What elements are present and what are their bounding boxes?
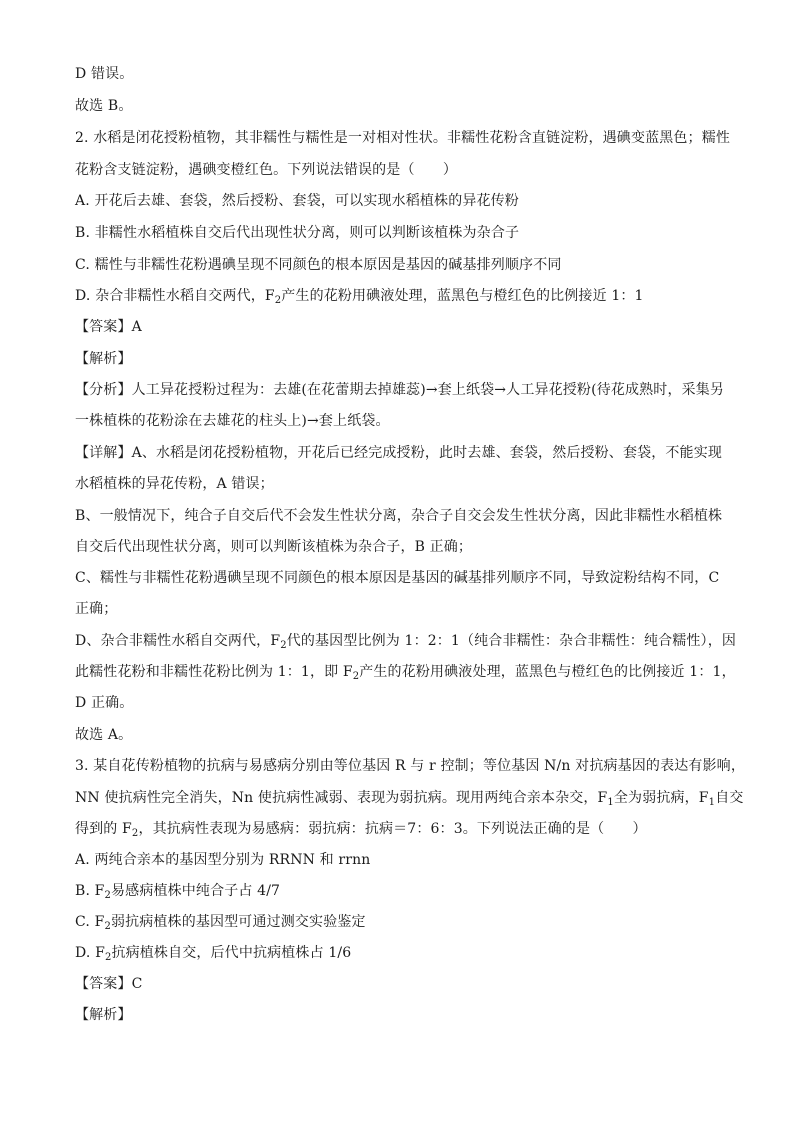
q3-option-d: D. $F_2$抗病植株自交，后代中抗病植株占 1/6 [75, 945, 352, 963]
detail-b-cont: 自交后代出现性状分离，则可以判断该植株为杂合子，B 正确； [75, 539, 473, 555]
answer-label: 【答案】A [75, 319, 142, 335]
analysis-text: 【分析】人工异花授粉过程为：去雄(在花蕾期去掉雄蕊)→套上纸袋→人工异花授粉(待花成熟时，采集另 [75, 382, 725, 398]
text-line: 故选 B。 [75, 98, 133, 114]
detail-c: C、糯性与非糯性花粉遇碘呈现不同颜色的根本原因是基因的碱基排列顺序不同，导致淀粉结构不同，C [75, 570, 720, 586]
q3-option-a: A. 两纯合亲本的基因型分别为 RRNN 和 rrnn [75, 852, 371, 868]
detail-b: B、一般情况下，纯合子自交后代不会发生性状分离，杂合子自交会发生性状分离，因此非糯性水稻植株 [75, 508, 723, 524]
detail-text-cont: 水稻植株的异花传粉，A 错误； [75, 476, 274, 492]
option-c: C. 糯性与非糯性花粉遇碘呈现不同颜色的根本原因是基因的碱基排列顺序不同 [75, 257, 562, 273]
question-3-stem: 3. 某自花传粉植物的抗病与易感病分别由等位基因 R 与 r 控制；等位基因 N/n 对抗病基因的表达有影响， [75, 758, 745, 774]
q3-answer-label: 【答案】C [75, 976, 143, 992]
choice-line: 故选 A。 [75, 727, 133, 743]
detail-c-cont: 正确； [75, 601, 118, 617]
detail-text: 【详解】A、水稻是闭花授粉植物，开花后已经完成授粉，此时去雄、套袋，然后授粉、套袋，不能实现 [75, 445, 723, 461]
option-a: A. 开花后去雄、套袋，然后授粉、套袋，可以实现水稻植株的异花传粉 [75, 193, 519, 209]
question-3-stem-cont: NN 使抗病性完全消失，Nn 使抗病性减弱、表现为弱抗病。现用两纯合亲本杂交，$F_1$全为弱抗病，$F_1$自交 [75, 790, 744, 808]
text-line: D 错误。 [75, 66, 134, 82]
option-b: B. 非糯性水稻植株自交后代出现性状分离，则可以判断该植株为杂合子 [75, 225, 520, 241]
detail-d-cont: 此糯性花粉和非糯性花粉比例为 1：1，即 $F_2$产生的花粉用碘液处理，蓝黑色与橙红色的比例接近 1：1， [75, 664, 736, 682]
analysis-label: 【解析】 [75, 351, 132, 367]
question-2-stem-cont: 花粉含支链淀粉，遇碘变橙红色。下列说法错误的是（ ） [75, 162, 458, 178]
q3-option-b: B. $F_2$易感病植株中纯合子占 4/7 [75, 883, 281, 901]
question-3-stem-end: 得到的 $F_2$，其抗病性表现为易感病：弱抗病：抗病＝7：6：3。下列说法正确的是（ ） [75, 821, 647, 839]
detail-d: D、杂合非糯性水稻自交两代，$F_2$代的基因型比例为 1：2：1（纯合非糯性：杂合非糯性：纯合糯性），因 [75, 633, 736, 651]
q3-option-c: C. $F_2$弱抗病植株的基因型可通过测交实验鉴定 [75, 914, 366, 932]
analysis-text-cont: 一株植株的花粉涂在去雄花的柱头上)→套上纸袋。 [75, 413, 390, 429]
q3-analysis-label: 【解析】 [75, 1007, 132, 1023]
detail-d-end: D 正确。 [75, 695, 134, 711]
option-d: D. 杂合非糯性水稻自交两代，$F_2$产生的花粉用碘液处理，蓝黑色与橙红色的比例接近 1：1 [75, 288, 644, 306]
question-2-stem: 2. 水稻是闭花授粉植物，其非糯性与糯性是一对相对性状。非糯性花粉含直链淀粉，遇碘变蓝黑色；糯性 [75, 130, 731, 146]
